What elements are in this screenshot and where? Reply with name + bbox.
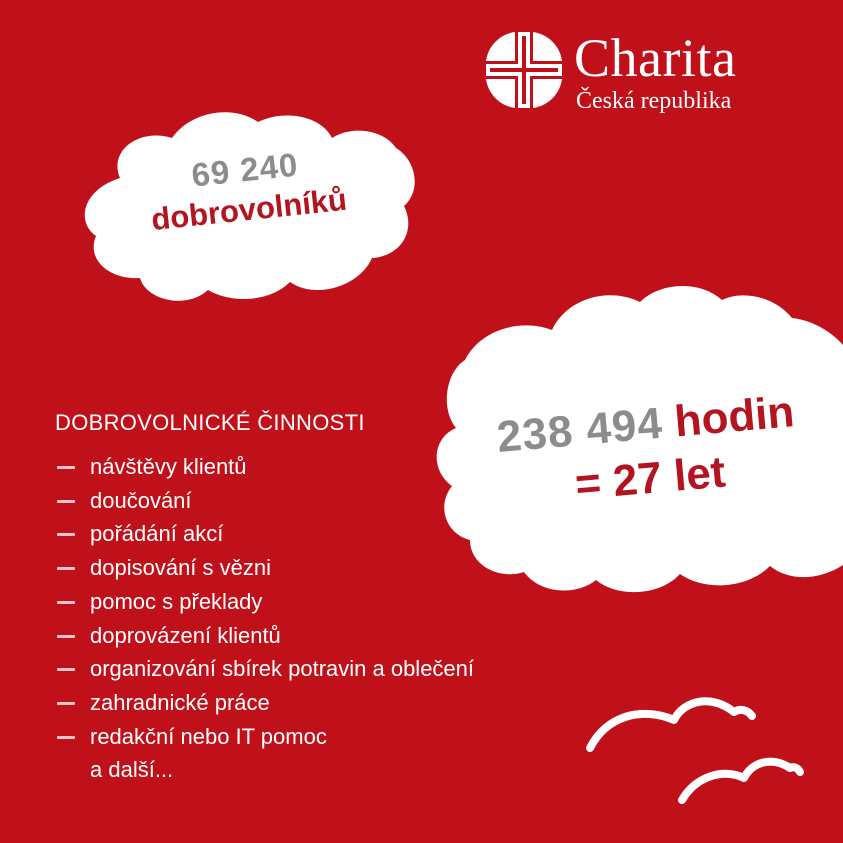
list-item <box>55 484 575 518</box>
dash-icon <box>57 736 75 739</box>
list-item <box>55 619 575 653</box>
list-item <box>55 450 575 484</box>
volunteers-label: dobrovolníků <box>149 181 349 238</box>
activity-label: doprovázení klientů <box>90 622 281 648</box>
activity-label: organizování sbírek potravin a oblečení <box>90 656 475 682</box>
activities-more: a další... <box>90 757 174 783</box>
activity-label: dopisování s vězni <box>90 555 271 581</box>
dash-icon <box>57 702 75 705</box>
charita-logo <box>484 28 804 118</box>
list-item <box>55 686 575 720</box>
list-item <box>55 720 575 754</box>
dash-icon <box>57 668 75 671</box>
dash-icon <box>57 567 75 570</box>
volunteers-count: 69 240 <box>189 145 300 194</box>
dash-icon <box>57 533 75 536</box>
activity-label: návštěvy klientů <box>90 454 247 479</box>
dash-icon <box>57 601 75 604</box>
dash-icon <box>57 466 75 469</box>
birds-icon <box>580 680 820 830</box>
list-item <box>55 652 575 686</box>
dash-icon <box>57 635 75 638</box>
activities-section <box>55 408 575 787</box>
hours-equivalent: = 27 let <box>573 447 728 510</box>
activity-label: zahradnické práce <box>90 689 270 715</box>
activities-title: DOBROVOLNICKÉ ČINNOSTI <box>55 410 365 435</box>
list-item <box>55 585 575 619</box>
hours-unit: hodin <box>672 387 797 447</box>
activity-label: pomoc s překlady <box>90 588 263 614</box>
activity-label: redakční nebo IT pomoc <box>90 723 327 749</box>
list-item <box>55 517 575 551</box>
charita-cross-logo-icon <box>484 30 564 110</box>
activity-label: doučování <box>90 487 192 513</box>
logo-name: Charita <box>574 28 737 88</box>
dash-icon <box>57 500 75 503</box>
logo-subtitle: Česká republika <box>576 88 732 114</box>
list-item <box>55 551 575 585</box>
activities-list <box>55 450 575 753</box>
activity-label: pořádání akcí <box>90 521 224 547</box>
hours-count: 238 494 <box>495 398 665 462</box>
